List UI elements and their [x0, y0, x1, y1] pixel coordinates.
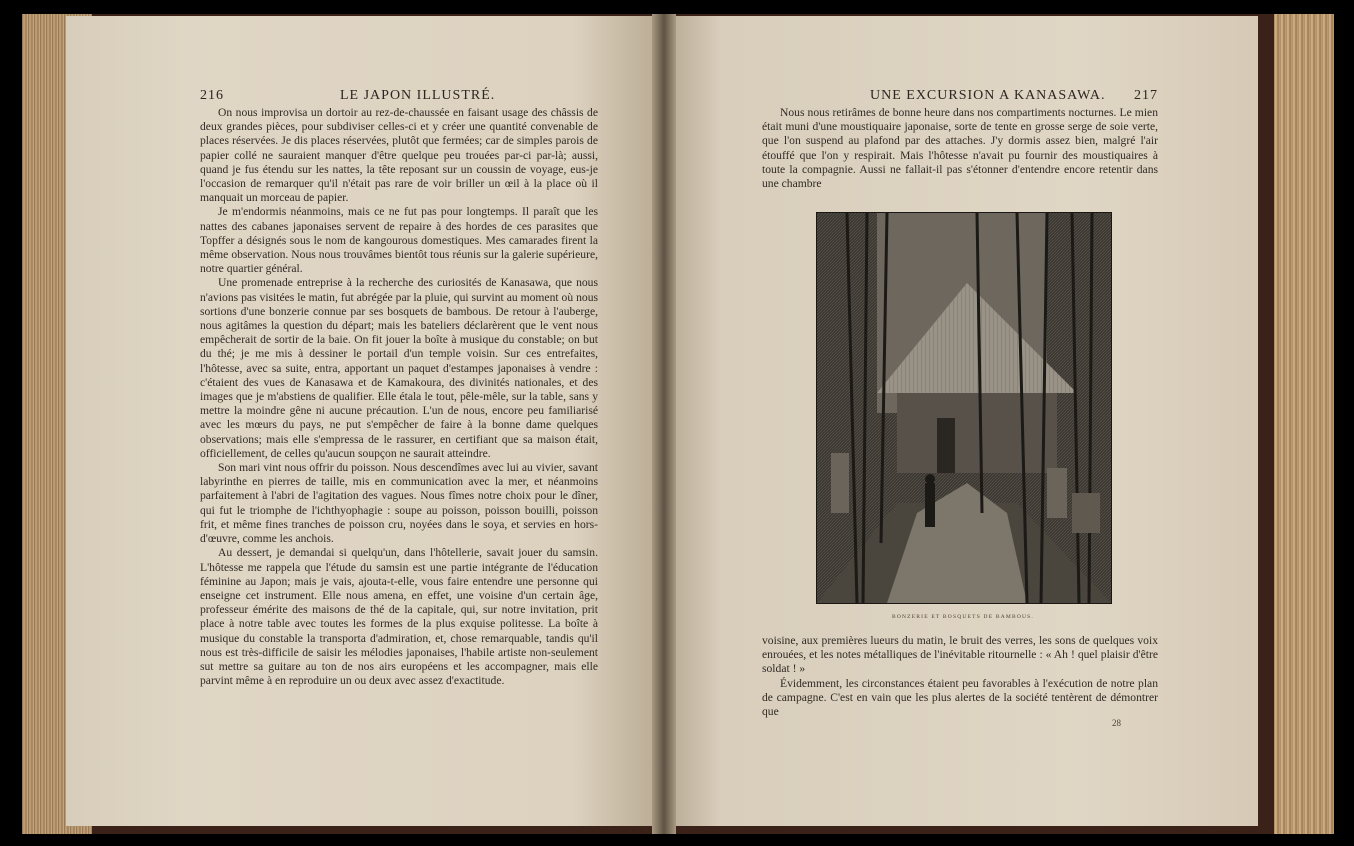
paragraph: Au dessert, je demandai si quelqu'un, dans l'hôtellerie, savait jouer du samsin. L'hôtesse me rappela que l'étude du samsin est une partie intégrante de l'éducation féminine au Japon; mais je vais, ajouta-t-elle, vous faire entendre une personne qui enseigne cet instrument. Elle nous amena, en effet, une voisine d'un certain âge, professeur émérite des maisons de thé de la capitale, qui, sur notre invitation, prit place à notre table avec toutes les formes de la plus exquise politesse. La boîte à musique du constable la transporta d'admiration, et, chose remarquable, tandis qu'il nous est très-difficile de saisir les mélodies japonaises, l'habile artiste non-seulement sut mettre sa guitare au ton de nos airs européens et les accompagner, mais elle parvint même à en reproduire un ou deux avec assez d'exactitude. [200, 546, 598, 688]
right-running-head: UNE EXCURSION A KANASAWA. [870, 88, 1106, 103]
left-page-number: 216 [200, 88, 224, 103]
right-page-edges [1274, 14, 1334, 834]
book-gutter [652, 14, 676, 834]
paragraph: On nous improvisa un dortoir au rez-de-chaussée en faisant usage des châssis de deux grandes pièces, pour subdiviser celles-ci et y créer une quantité convenable de places réservées. Je dis places réservées, plutôt que fermées; car de simples parois de papier collé ne sauraient manquer d'être quelque peu trouées par-ci par-là; aussi, quand je fus étendu sur les nattes, la tête reposant sur un coussin de voyage, eus-je l'occasion de remarquer qu'il n'était pas rare de voir briller un œil à la place où il manquait un morceau de papier. [200, 106, 598, 205]
paragraph: Je m'endormis néanmoins, mais ce ne fut pas pour longtemps. Il paraît que les nattes des cabanes japonaises servent de repaire à des hordes de ces parasites que Topffer a désignés sous le nom de kangourous domestiques. Mes camarades firent la même observation. Nous nous trouvâmes bientôt tous réunis sur la galerie supérieure, notre quartier général. [200, 205, 598, 276]
right-page-number: 217 [1134, 88, 1158, 103]
left-running-head: LE JAPON ILLUSTRÉ. [340, 88, 496, 103]
illustration-caption: BONZERIE ET BOSQUETS DE BAMBOUS. [891, 614, 1035, 620]
engraving-bonzerie-bamboo [816, 212, 1112, 604]
right-page-text-top [762, 106, 1158, 191]
signature-mark: 28 [1112, 718, 1121, 728]
paragraph: Évidemment, les circonstances étaient peu favorables à l'exécution de notre plan de campagne. C'est en vain que les plus alertes de la société tentèrent de démontrer que [762, 676, 1158, 719]
engraving-drawing [817, 213, 1111, 603]
paragraph: voisine, aux premières lueurs du matin, le bruit des verres, les sons de quelques voix enrouées, et les notes métalliques de l'inévitable ritournelle : « Ah ! quel plaisir d'être soldat ! » [762, 634, 1158, 676]
right-page-text-bottom [762, 634, 1158, 719]
left-page-text [200, 106, 598, 688]
paragraph: Nous nous retirâmes de bonne heure dans nos compartiments nocturnes. Le mien était muni d'une moustiquaire japonaise, sorte de tente en grosse serge de soie verte, que l'on suspend au plafond par des attaches. J'y dormis assez bien, malgré l'air étouffé que l'on y respirait. Mais l'hôtesse n'avait pu fournir des moustiquaires à toute la compagnie. Aussi ne fallait-il pas s'étonner d'entendre encore retentir dans une chambre [762, 106, 1158, 191]
paragraph: Une promenade entreprise à la recherche des curiosités de Kanasawa, que nous n'avions pas visitées le matin, fut abrégée par la pluie, qui survint au moment où nous sortions d'une bonzerie connue par ses bosquets de bambous. De retour à l'auberge, nous agitâmes la question du départ; mais les bateliers déclarèrent que le vent nous empêcherait de sortir de la baie. On fit jouer la boîte à musique du constable; on but du thé; je me mis à dessiner le portail d'un temple voisin. Sur ces entrefaites, l'hôtesse, avec sa suite, entra, apportant un paquet d'estampes japonaises à vendre : c'étaient des vues de Kanasawa et de Kamakoura, des divinités nationales, et des images que je m'abstiens de qualifier. Elle étala le tout, pêle-mêle, sur la table, sans y mettre la moindre gêne ni aucune précaution. L'un de nous, encore peu familiarisé avec les mœurs du pays, ne put s'empêcher de faire à la bonne dame quelques observations; mais elle s'empressa de le rassurer, en certifiant que sa maison était, officiellement, de celles qu'aucun soupçon ne saurait atteindre. [200, 276, 598, 460]
paragraph: Son mari vint nous offrir du poisson. Nous descendîmes avec lui au vivier, savant labyrinthe en pierres de taille, mis en communication avec la mer, et néanmoins parfaitement à l'abri de l'agitation des vagues. Nous fîmes notre choix pour le dîner, qui fut le triomphe de l'ichthyophagie : soupe au poisson, poisson bouilli, poisson frit, et même fines tranches de poisson cru, noyées dans le soya, et servies en hors-d'œuvre, comme les anchois. [200, 461, 598, 546]
